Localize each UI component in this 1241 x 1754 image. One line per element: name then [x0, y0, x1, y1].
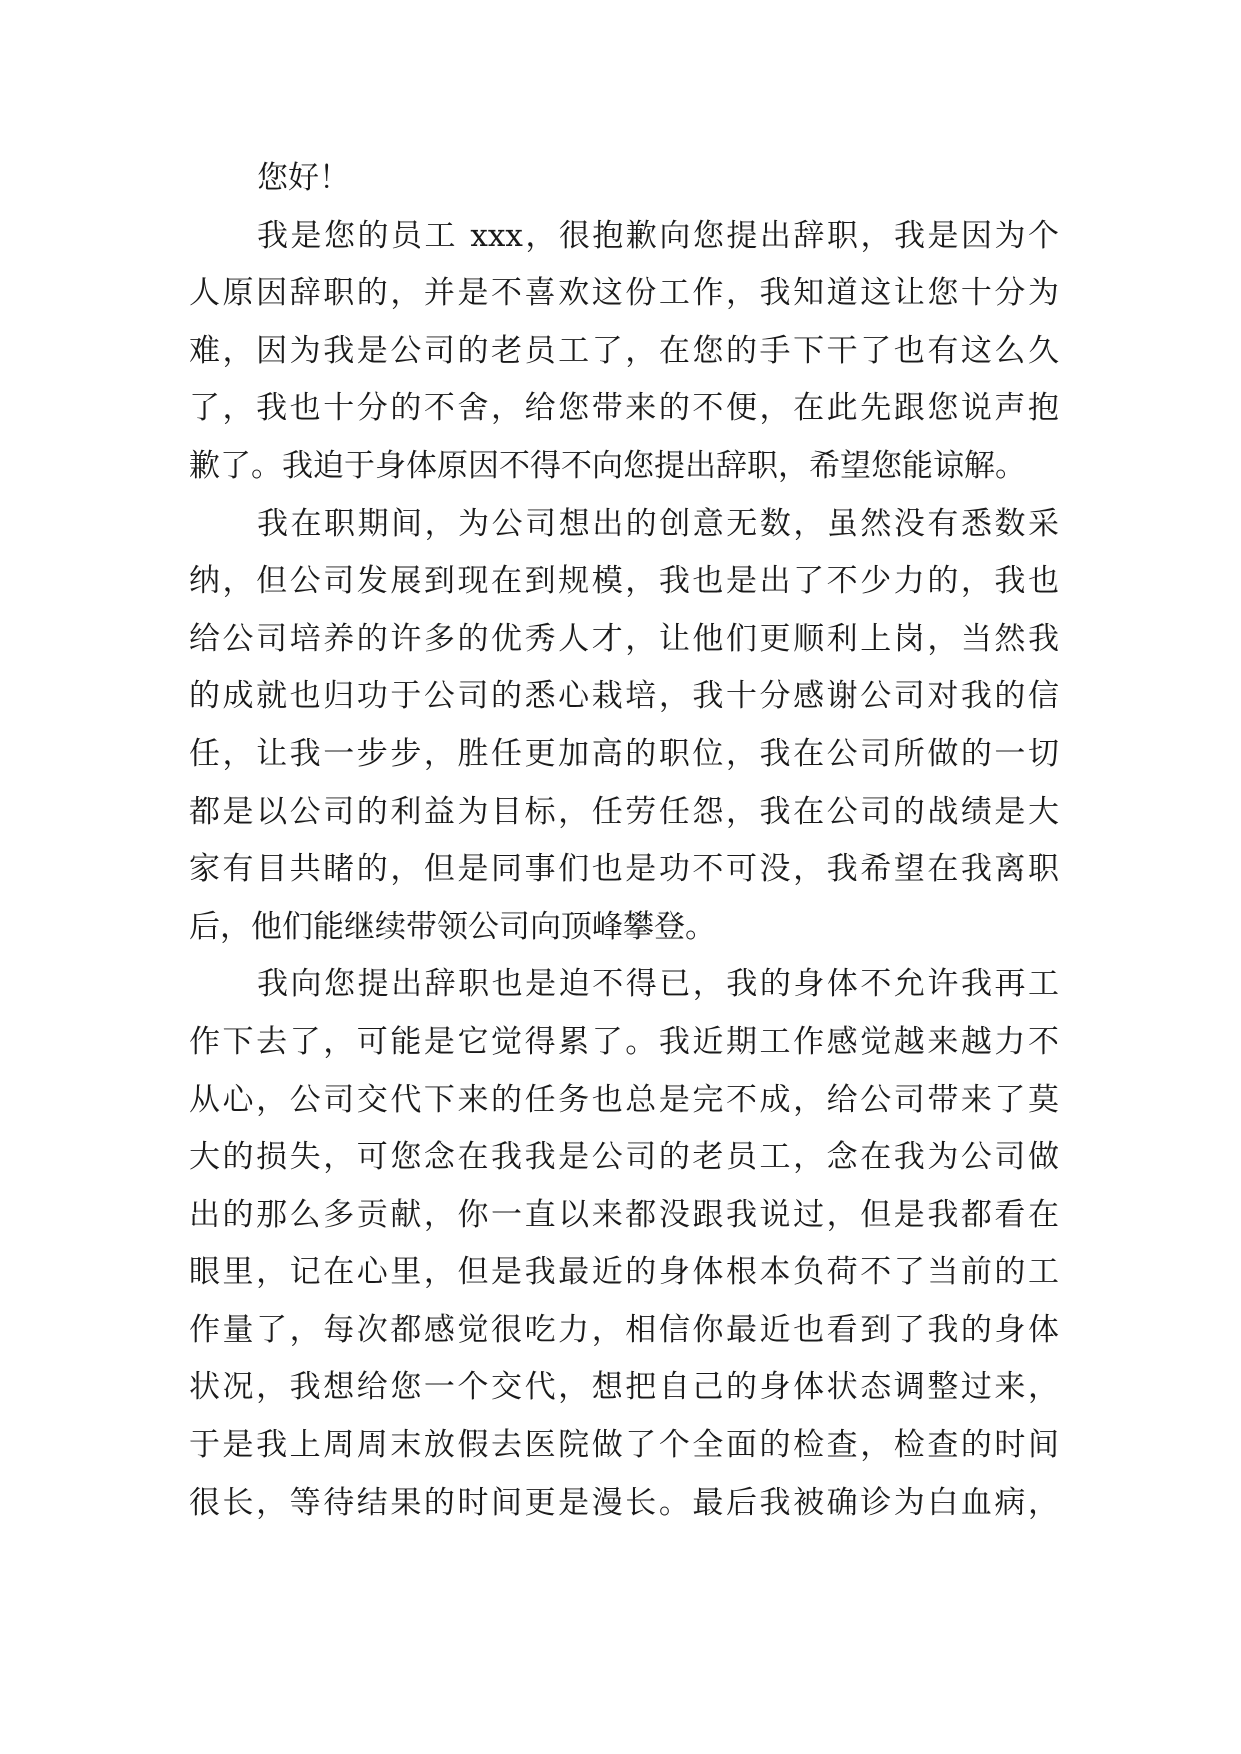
paragraph-line: 作下去了，可能是它觉得累了。我近期工作感觉越来越力不 — [189, 1023, 1059, 1060]
paragraph-line: 人原因辞职的，并是不喜欢这份工作，我知道这让您十分为 — [189, 275, 1059, 312]
paragraph-line: 的成就也归功于公司的悉心栽培，我十分感谢公司对我的信 — [189, 678, 1059, 715]
greeting: 您好！ — [257, 160, 350, 196]
paragraph-3 — [189, 956, 1059, 1532]
paragraph-1 — [189, 208, 1059, 496]
paragraph-line: 从心，公司交代下来的任务也总是完不成，给公司带来了莫 — [189, 1081, 1059, 1118]
paragraph-line: 任，让我一步步，胜任更加高的职位，我在公司所做的一切 — [189, 735, 1059, 772]
paragraph-line: 于是我上周周末放假去医院做了个全面的检查，检查的时间 — [189, 1427, 1059, 1464]
paragraph-line: 后，他们能继续带领公司向顶峰攀登。 — [189, 908, 716, 945]
paragraph-line: 家有目共睹的，但是同事们也是功不可没，我希望在我离职 — [189, 851, 1059, 888]
paragraph-line: 都是以公司的利益为目标，任劳任怨，我在公司的战绩是大 — [189, 793, 1059, 830]
paragraph-line: 我向您提出辞职也是迫不得已，我的身体不允许我再工 — [257, 966, 1059, 1003]
paragraph-line: 大的损失，可您念在我我是公司的老员工，念在我为公司做 — [189, 1139, 1059, 1176]
paragraph-line: 很长，等待结果的时间更是漫长。最后我被确诊为白血病， — [189, 1484, 1059, 1521]
paragraph-line: 了，我也十分的不舍，给您带来的不便，在此先跟您说声抱 — [189, 390, 1059, 427]
paragraph-2 — [189, 496, 1059, 957]
letter-body — [189, 150, 1059, 1532]
paragraph-line: 作量了，每次都感觉很吃力，相信你最近也看到了我的身体 — [189, 1311, 1059, 1348]
paragraph-line: 纳，但公司发展到现在到规模，我也是出了不少力的，我也 — [189, 563, 1059, 600]
paragraph-line: 给公司培养的许多的优秀人才，让他们更顺利上岗，当然我 — [189, 620, 1059, 657]
paragraph-line: 歉了。我迫于身体原因不得不向您提出辞职，希望您能谅解。 — [189, 447, 1026, 484]
paragraph-line: 状况，我想给您一个交代，想把自己的身体状态调整过来， — [189, 1369, 1059, 1406]
paragraph-line: 我是您的员工 xxx，很抱歉向您提出辞职，我是因为个 — [257, 217, 1059, 254]
paragraph-line: 出的那么多贡献，你一直以来都没跟我说过，但是我都看在 — [189, 1196, 1059, 1233]
paragraph-line: 眼里，记在心里，但是我最近的身体根本负荷不了当前的工 — [189, 1254, 1059, 1291]
paragraph-line: 难，因为我是公司的老员工了，在您的手下干了也有这么久 — [189, 332, 1059, 369]
paragraph-line: 我在职期间，为公司想出的创意无数，虽然没有悉数采 — [257, 505, 1059, 542]
